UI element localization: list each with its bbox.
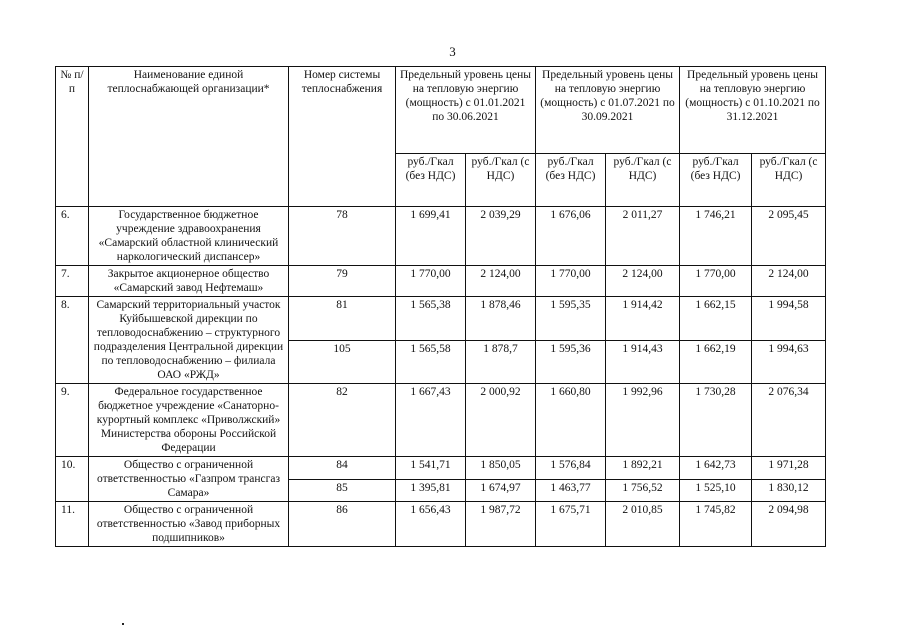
price-cell: 1 914,42 — [606, 297, 680, 341]
price-cell: 1 595,35 — [536, 297, 606, 341]
organization-name: Общество с ограниченной ответственностью «Завод приборных подшипников» — [89, 502, 289, 547]
price-cell: 1 850,05 — [466, 457, 536, 480]
header-period-2: Предельный уровень цены на тепловую энергию (мощность) с 01.07.2021 по 30.09.2021 — [536, 67, 680, 154]
price-cell: 1 770,00 — [396, 266, 466, 297]
price-cell: 2 124,00 — [466, 266, 536, 297]
price-cell: 1 994,63 — [752, 340, 826, 384]
row-number: 11. — [56, 502, 89, 547]
price-cell: 1 892,21 — [606, 457, 680, 480]
organization-name: Федеральное государственное бюджетное учреждение «Санаторно-курортный комплекс «Приволжский» Министерства обороны Российской Федерации — [89, 384, 289, 457]
system-number: 79 — [289, 266, 396, 297]
scan-artifact — [122, 623, 124, 625]
price-cell: 1 667,43 — [396, 384, 466, 457]
price-cell: 1 541,71 — [396, 457, 466, 480]
table-body — [56, 207, 826, 547]
price-cell: 1 987,72 — [466, 502, 536, 547]
price-cell: 1 676,06 — [536, 207, 606, 266]
price-cell: 1 914,43 — [606, 340, 680, 384]
header-unit: руб./Гкал (с НДС) — [466, 154, 536, 207]
price-cell: 2 000,92 — [466, 384, 536, 457]
price-cell: 1 662,19 — [680, 340, 752, 384]
header-system-number: Номер системы теплоснабжения — [289, 67, 396, 207]
system-number: 78 — [289, 207, 396, 266]
price-cell: 1 660,80 — [536, 384, 606, 457]
price-cell: 2 039,29 — [466, 207, 536, 266]
header-period-1: Предельный уровень цены на тепловую энергию (мощность) с 01.01.2021 по 30.06.2021 — [396, 67, 536, 154]
organization-name: Самарский территориальный участок Куйбышевской дирекции по тепловодоснабжению – структурного подразделения Центральной дирекции по тепловодоснабжению – филиала ОАО «РЖД» — [89, 297, 289, 384]
price-cell: 2 094,98 — [752, 502, 826, 547]
table-row — [56, 266, 826, 297]
price-cell: 1 525,10 — [680, 479, 752, 502]
row-number: 10. — [56, 457, 89, 502]
header-unit: руб./Гкал (с НДС) — [752, 154, 826, 207]
tariff-table — [55, 66, 826, 547]
system-number: 81 — [289, 297, 396, 341]
price-cell: 1 770,00 — [680, 266, 752, 297]
price-cell: 1 463,77 — [536, 479, 606, 502]
price-cell: 1 576,84 — [536, 457, 606, 480]
header-unit: руб./Гкал (без НДС) — [536, 154, 606, 207]
organization-name: Государственное бюджетное учреждение здравоохранения «Самарский областной клинический наркологический диспансер» — [89, 207, 289, 266]
header-num: № п/п — [56, 67, 89, 207]
table-row — [56, 207, 826, 266]
price-cell: 1 770,00 — [536, 266, 606, 297]
price-cell: 1 992,96 — [606, 384, 680, 457]
table-header — [56, 67, 826, 207]
price-cell: 1 730,28 — [680, 384, 752, 457]
header-unit: руб./Гкал (без НДС) — [680, 154, 752, 207]
table-row — [56, 457, 826, 480]
price-cell: 1 675,71 — [536, 502, 606, 547]
price-cell: 2 095,45 — [752, 207, 826, 266]
price-cell: 1 699,41 — [396, 207, 466, 266]
organization-name: Общество с ограниченной ответственностью «Газпром трансгаз Самара» — [89, 457, 289, 502]
price-cell: 1 830,12 — [752, 479, 826, 502]
row-number: 7. — [56, 266, 89, 297]
table-row — [56, 502, 826, 547]
price-cell: 1 642,73 — [680, 457, 752, 480]
system-number: 82 — [289, 384, 396, 457]
price-cell: 1 756,52 — [606, 479, 680, 502]
price-cell: 1 395,81 — [396, 479, 466, 502]
price-cell: 2 011,27 — [606, 207, 680, 266]
system-number: 86 — [289, 502, 396, 547]
price-cell: 1 595,36 — [536, 340, 606, 384]
header-period-3: Предельный уровень цены на тепловую энергию (мощность) с 01.10.2021 по 31.12.2021 — [680, 67, 826, 154]
price-cell: 1 971,28 — [752, 457, 826, 480]
header-unit: руб./Гкал (без НДС) — [396, 154, 466, 207]
system-number: 105 — [289, 340, 396, 384]
row-number: 8. — [56, 297, 89, 384]
price-cell: 1 674,97 — [466, 479, 536, 502]
table-row — [56, 384, 826, 457]
price-cell: 1 994,58 — [752, 297, 826, 341]
price-cell: 1 878,46 — [466, 297, 536, 341]
price-cell: 1 662,15 — [680, 297, 752, 341]
table-row — [56, 297, 826, 341]
page-number: 3 — [449, 44, 456, 59]
price-cell: 1 656,43 — [396, 502, 466, 547]
header-unit: руб./Гкал (с НДС) — [606, 154, 680, 207]
system-number: 84 — [289, 457, 396, 480]
price-cell: 1 565,58 — [396, 340, 466, 384]
price-cell: 1 878,7 — [466, 340, 536, 384]
row-number: 9. — [56, 384, 89, 457]
price-cell: 1 746,21 — [680, 207, 752, 266]
price-cell: 1 745,82 — [680, 502, 752, 547]
price-cell: 2 124,00 — [752, 266, 826, 297]
price-cell: 2 124,00 — [606, 266, 680, 297]
header-organization: Наименование единой теплоснабжающей организации* — [89, 67, 289, 207]
system-number: 85 — [289, 479, 396, 502]
price-cell: 1 565,38 — [396, 297, 466, 341]
organization-name: Закрытое акционерное общество «Самарский завод Нефтемаш» — [89, 266, 289, 297]
price-cell: 2 010,85 — [606, 502, 680, 547]
row-number: 6. — [56, 207, 89, 266]
price-cell: 2 076,34 — [752, 384, 826, 457]
